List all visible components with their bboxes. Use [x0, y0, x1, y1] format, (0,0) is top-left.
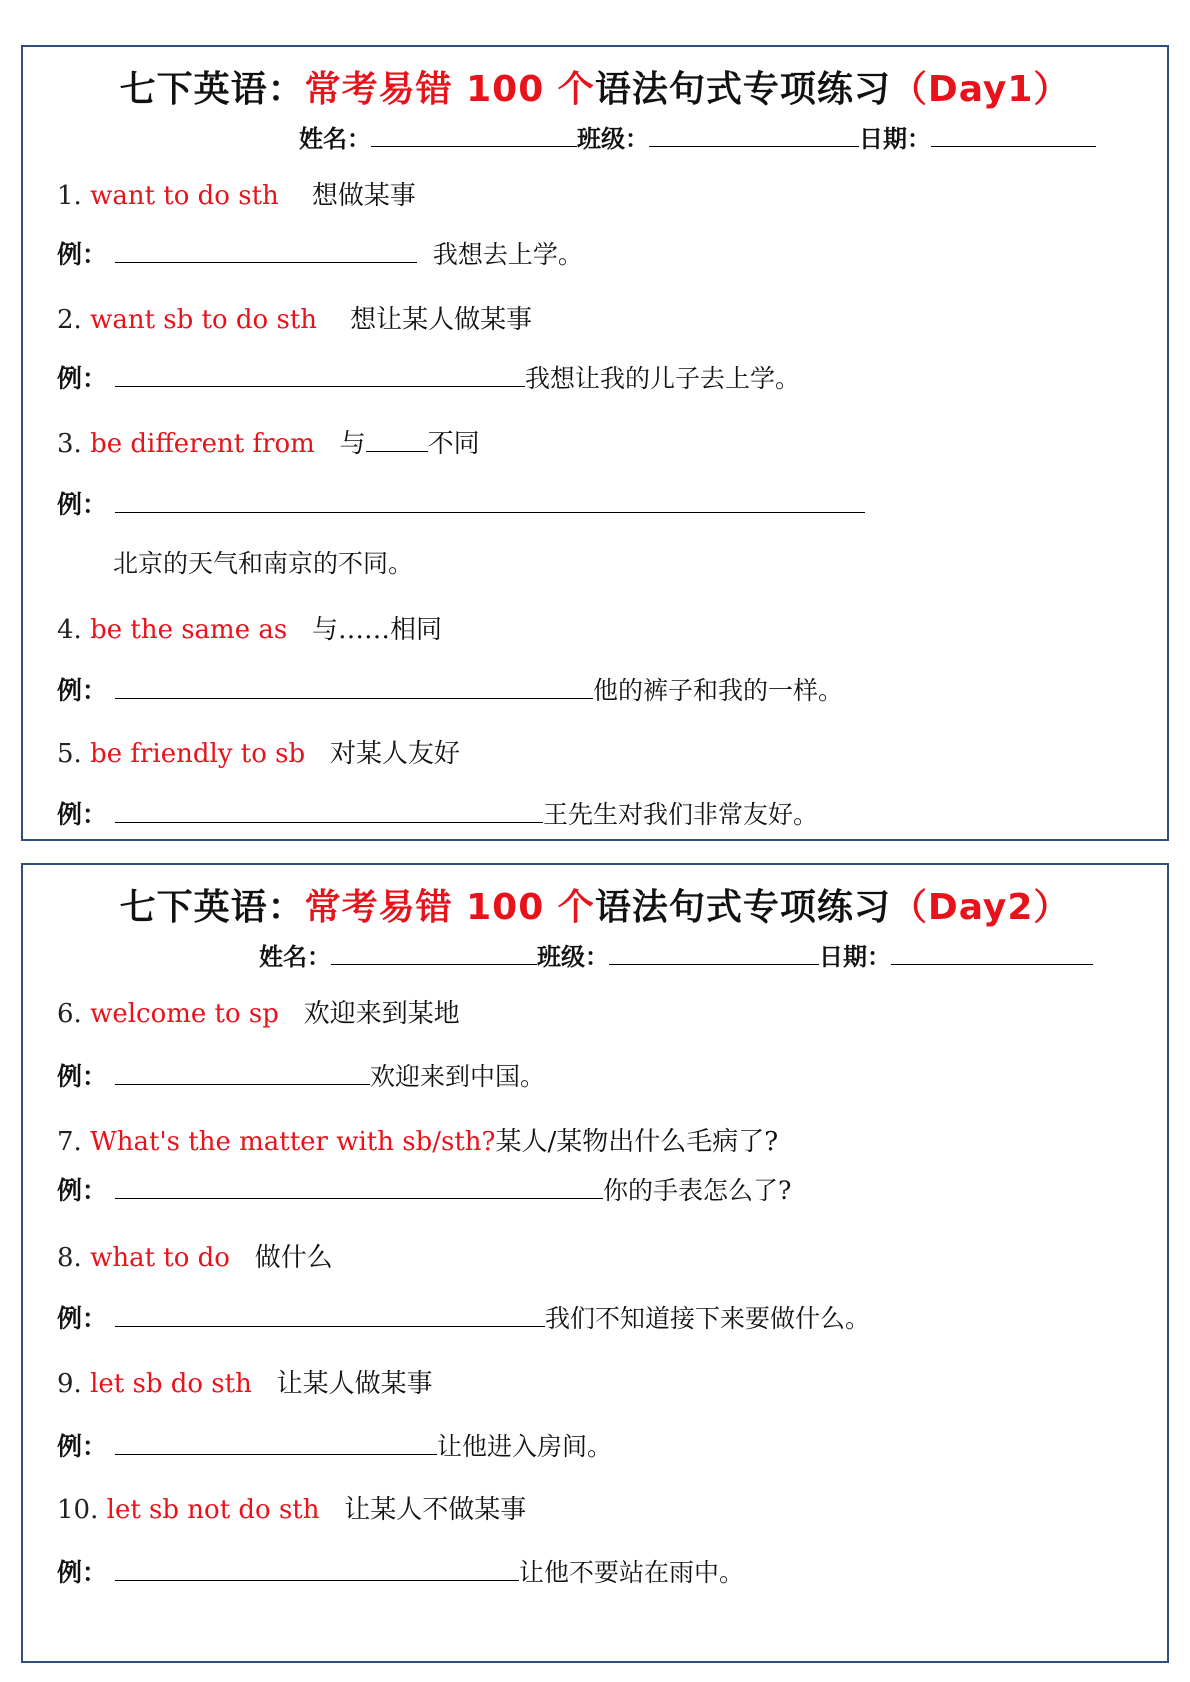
answer-line[interactable]: [115, 800, 543, 823]
item-meaning: 让某人做某事: [276, 1369, 433, 1399]
worksheet-day1: [21, 45, 1169, 841]
example-2: 例： 我想让我的儿子去上学。: [57, 364, 800, 393]
answer-line[interactable]: [115, 1304, 545, 1327]
worksheet-title: 七下英语：常考易错 100 个语法句式专项练习（Day1）: [119, 69, 1071, 110]
name-label: 姓名：: [299, 125, 371, 153]
item-meaning: 与……相同: [312, 615, 443, 645]
item-phrase: let sb do sth: [90, 1369, 252, 1399]
date-label: 日期：: [859, 125, 931, 153]
item-phrase: welcome to sp: [90, 999, 279, 1029]
meaning-blank[interactable]: [366, 431, 428, 452]
answer-line[interactable]: [115, 676, 593, 699]
item-8: 8. what to do 做什么: [57, 1243, 333, 1273]
class-field[interactable]: [609, 944, 819, 965]
item-phrase: be friendly to sb: [90, 739, 306, 769]
item-6: 6. welcome to sp 欢迎来到某地: [57, 999, 460, 1029]
item-meaning: 某人/某物出什么毛病了?: [495, 1127, 779, 1157]
example-5: 例： 王先生对我们非常友好。: [57, 800, 818, 829]
item-7: 7. What's the matter with sb/sth?某人/某物出什么毛病了?: [57, 1127, 779, 1157]
example-1: 例： 我想去上学。: [57, 240, 583, 269]
answer-line[interactable]: [115, 1432, 437, 1455]
item-phrase: be different from: [90, 429, 315, 459]
item-phrase: want to do sth: [90, 181, 279, 211]
date-field[interactable]: [931, 126, 1096, 147]
item-10: 10. let sb not do sth 让某人不做某事: [57, 1495, 527, 1525]
example-3-chinese: 北京的天气和南京的不同。: [113, 549, 414, 578]
class-label: 班级：: [577, 125, 649, 153]
item-meaning: 想让某人做某事: [350, 305, 533, 335]
worksheet-day2: [21, 863, 1169, 1663]
name-field[interactable]: [371, 126, 577, 147]
item-phrase: be the same as: [90, 615, 288, 645]
answer-line[interactable]: [115, 1558, 519, 1581]
worksheet-title: 七下英语：常考易错 100 个语法句式专项练习（Day2）: [119, 887, 1071, 928]
item-meaning: 想做某事: [311, 181, 416, 211]
answer-line[interactable]: [115, 240, 417, 263]
item-3: 3. be different from 与 不同: [57, 429, 480, 459]
item-meaning: 对某人友好: [329, 739, 460, 769]
item-phrase: what to do: [90, 1243, 230, 1273]
example-10: 例： 让他不要站在雨中。: [57, 1558, 744, 1587]
answer-line[interactable]: [115, 364, 525, 387]
example-4: 例： 他的裤子和我的一样。: [57, 676, 843, 705]
item-5: 5. be friendly to sb 对某人友好: [57, 739, 460, 769]
date-label: 日期：: [819, 943, 891, 971]
example-6: 例： 欢迎来到中国。: [57, 1062, 545, 1091]
item-meaning: 欢迎来到某地: [303, 999, 460, 1029]
name-field[interactable]: [331, 944, 537, 965]
name-label: 姓名：: [259, 943, 331, 971]
example-8: 例： 我们不知道接下来要做什么。: [57, 1304, 870, 1333]
item-phrase: want sb to do sth: [90, 305, 318, 335]
example-7: 例： 你的手表怎么了?: [57, 1176, 792, 1205]
item-phrase: let sb not do sth: [106, 1495, 320, 1525]
date-field[interactable]: [891, 944, 1093, 965]
item-9: 9. let sb do sth 让某人做某事: [57, 1369, 433, 1399]
answer-line[interactable]: [115, 1176, 603, 1199]
item-4: 4. be the same as 与……相同: [57, 615, 443, 645]
item-2: 2. want sb to do sth 想让某人做某事: [57, 305, 533, 335]
class-label: 班级：: [537, 943, 609, 971]
example-3: 例：: [57, 485, 865, 521]
class-field[interactable]: [649, 126, 859, 147]
item-meaning: 做什么: [254, 1243, 333, 1273]
example-9: 例： 让他进入房间。: [57, 1432, 612, 1461]
item-1: 1. want to do sth 想做某事: [57, 181, 416, 211]
answer-line[interactable]: [115, 490, 865, 513]
item-phrase: What's the matter with sb/sth?: [90, 1127, 496, 1157]
answer-line[interactable]: [115, 1062, 370, 1085]
student-info-row: [299, 119, 1096, 154]
item-meaning: 让某人不做某事: [344, 1495, 527, 1525]
student-info-row: [259, 937, 1093, 972]
